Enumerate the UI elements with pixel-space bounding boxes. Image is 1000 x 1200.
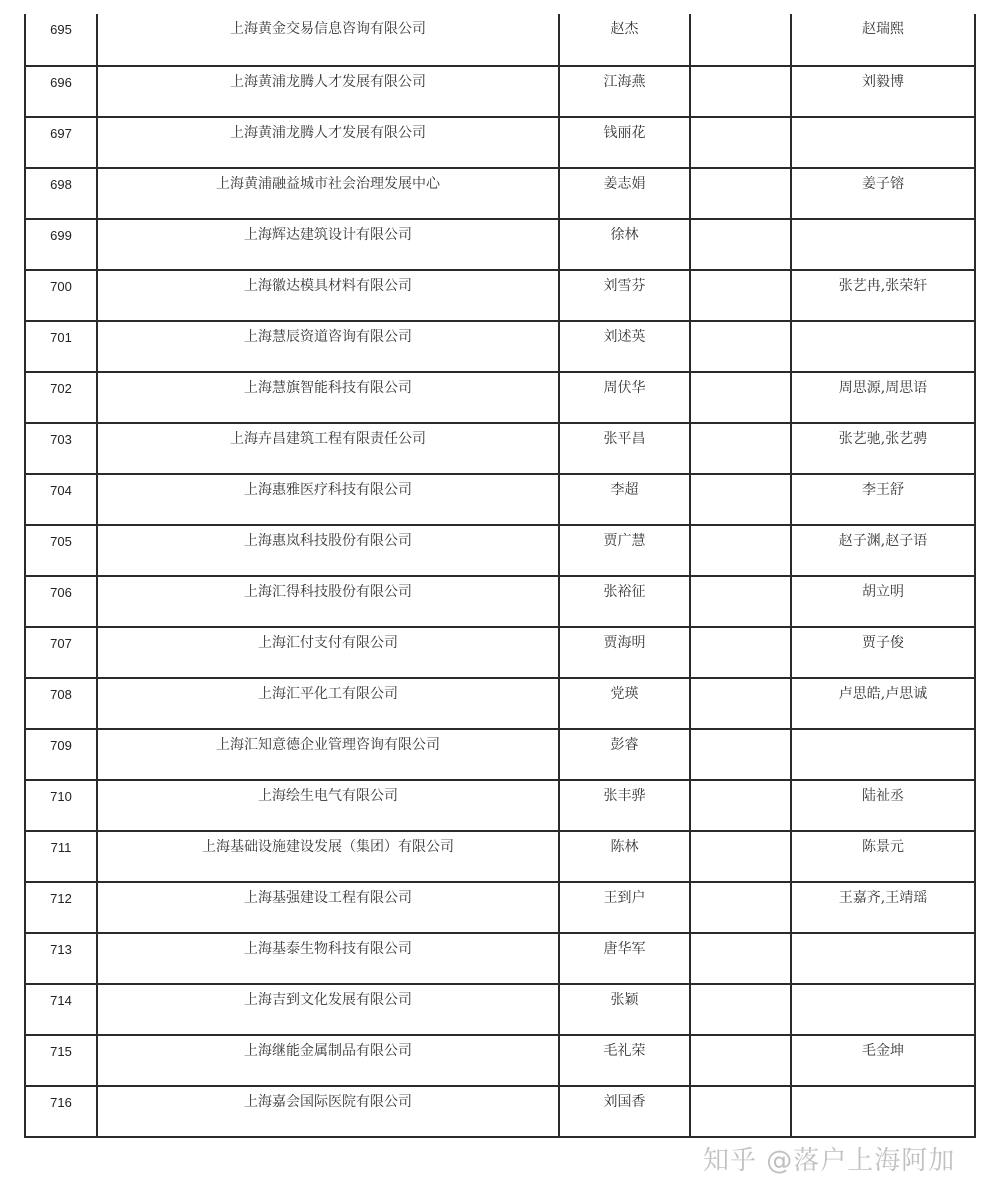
family-members-cell-text <box>792 985 974 993</box>
family-members-cell-text: 李王舒 <box>862 482 904 498</box>
blank-cell-text <box>691 526 790 534</box>
company-cell <box>97 525 559 576</box>
company-cell <box>97 168 559 219</box>
family-members-cell-text: 张艺冉,张荣轩 <box>838 278 928 294</box>
person-name-cell-text: 江海燕 <box>603 74 646 90</box>
person-name-cell <box>559 219 690 270</box>
company-cell-text: 上海汇平化工有限公司 <box>258 686 398 702</box>
person-name-cell <box>559 372 690 423</box>
table-row <box>25 219 975 270</box>
family-members-cell <box>791 882 975 933</box>
blank-cell <box>690 933 791 984</box>
company-cell <box>97 321 559 372</box>
blank-cell-text <box>691 322 790 330</box>
family-members-cell <box>791 1035 975 1086</box>
table-row <box>25 423 975 474</box>
row-number-cell <box>25 14 97 66</box>
row-number-cell <box>25 372 97 423</box>
person-name-cell-text: 刘雪芬 <box>603 278 646 294</box>
company-cell <box>97 984 559 1035</box>
person-name-cell-text: 张平昌 <box>603 431 646 447</box>
company-cell <box>97 933 559 984</box>
blank-cell <box>690 474 791 525</box>
company-cell <box>97 882 559 933</box>
person-name-cell-text: 周伏华 <box>603 380 646 396</box>
person-name-cell-text: 贾广慧 <box>603 533 646 549</box>
person-name-cell <box>559 66 690 117</box>
family-members-cell-text <box>792 730 974 738</box>
person-name-cell-text: 李超 <box>610 482 639 498</box>
family-members-cell <box>791 780 975 831</box>
table-row <box>25 831 975 882</box>
blank-cell <box>690 1035 791 1086</box>
blank-cell <box>690 14 791 66</box>
row-number-cell-text: 713 <box>50 942 72 957</box>
blank-cell <box>690 984 791 1035</box>
table-row <box>25 678 975 729</box>
family-members-cell-text <box>792 220 974 228</box>
company-cell-text: 上海惠岚科技股份有限公司 <box>244 533 412 549</box>
row-number-cell <box>25 780 97 831</box>
person-name-cell-text: 张丰骅 <box>603 788 646 804</box>
row-number-cell-text: 699 <box>50 228 72 243</box>
company-cell-text: 上海卉昌建筑工程有限责任公司 <box>230 431 426 447</box>
blank-cell <box>690 882 791 933</box>
company-cell-text: 上海吉到文化发展有限公司 <box>244 992 412 1008</box>
person-name-cell <box>559 984 690 1035</box>
person-name-cell-text: 王到户 <box>603 890 646 906</box>
row-number-cell <box>25 423 97 474</box>
company-cell-text: 上海黄金交易信息咨询有限公司 <box>230 21 426 37</box>
blank-cell <box>690 66 791 117</box>
family-members-cell-text <box>792 1087 974 1095</box>
table-row <box>25 933 975 984</box>
company-cell-text: 上海惠雅医疗科技有限公司 <box>244 482 412 498</box>
family-members-cell-text: 张艺驰,张艺骋 <box>838 431 928 447</box>
person-name-cell-text: 唐华军 <box>603 941 646 957</box>
blank-cell-text <box>691 271 790 279</box>
table-row <box>25 576 975 627</box>
person-name-cell <box>559 423 690 474</box>
family-members-cell <box>791 984 975 1035</box>
blank-cell <box>690 576 791 627</box>
family-members-cell <box>791 117 975 168</box>
person-name-cell <box>559 168 690 219</box>
table-row <box>25 117 975 168</box>
row-number-cell-text: 696 <box>50 75 72 90</box>
family-members-cell <box>791 168 975 219</box>
company-cell <box>97 678 559 729</box>
company-cell-text: 上海慧辰资道咨询有限公司 <box>244 329 412 345</box>
person-name-cell <box>559 525 690 576</box>
family-members-cell-text: 赵瑞熙 <box>862 21 904 37</box>
blank-cell <box>690 780 791 831</box>
company-cell-text: 上海慧旗智能科技有限公司 <box>244 380 412 396</box>
table-row <box>25 627 975 678</box>
person-name-cell-text: 刘国香 <box>603 1094 646 1110</box>
company-cell-text: 上海黄浦龙腾人才发展有限公司 <box>230 74 426 90</box>
blank-cell <box>690 168 791 219</box>
roster-table <box>24 14 976 1138</box>
company-cell <box>97 831 559 882</box>
person-name-cell-text: 彭睿 <box>610 737 639 753</box>
family-members-cell <box>791 270 975 321</box>
person-name-cell-text: 赵杰 <box>610 21 639 37</box>
family-members-cell <box>791 678 975 729</box>
person-name-cell-text: 张颖 <box>610 992 639 1008</box>
blank-cell-text <box>691 679 790 687</box>
blank-cell <box>690 321 791 372</box>
row-number-cell <box>25 219 97 270</box>
row-number-cell <box>25 474 97 525</box>
blank-cell-text <box>691 373 790 381</box>
company-cell <box>97 1035 559 1086</box>
row-number-cell <box>25 168 97 219</box>
table-row <box>25 270 975 321</box>
family-members-cell-text: 毛金坤 <box>862 1043 904 1059</box>
row-number-cell-text: 698 <box>50 177 72 192</box>
table-row <box>25 14 975 66</box>
person-name-cell-text: 毛礼荣 <box>603 1043 646 1059</box>
person-name-cell-text: 徐林 <box>610 227 639 243</box>
row-number-cell <box>25 729 97 780</box>
company-cell <box>97 219 559 270</box>
company-cell <box>97 780 559 831</box>
family-members-cell <box>791 525 975 576</box>
company-cell <box>97 66 559 117</box>
table-row <box>25 780 975 831</box>
person-name-cell-text: 刘述英 <box>603 329 646 345</box>
family-members-cell-text: 陆祉丞 <box>862 788 904 804</box>
row-number-cell-text: 707 <box>50 636 72 651</box>
company-cell <box>97 729 559 780</box>
table-row <box>25 168 975 219</box>
company-cell-text: 上海嘉会国际医院有限公司 <box>244 1094 412 1110</box>
family-members-cell-text: 周思源,周思语 <box>838 380 928 396</box>
person-name-cell-text: 姜志娟 <box>603 176 646 192</box>
row-number-cell <box>25 1086 97 1137</box>
table-row <box>25 66 975 117</box>
person-name-cell <box>559 474 690 525</box>
blank-cell-text <box>691 118 790 126</box>
blank-cell-text <box>691 985 790 993</box>
person-name-cell <box>559 678 690 729</box>
blank-cell-text <box>691 934 790 942</box>
row-number-cell-text: 714 <box>50 993 72 1008</box>
row-number-cell-text: 706 <box>50 585 72 600</box>
family-members-cell <box>791 423 975 474</box>
row-number-cell <box>25 1035 97 1086</box>
watermark: 知乎 @落户上海阿加 <box>703 1146 956 1176</box>
row-number-cell <box>25 882 97 933</box>
person-name-cell <box>559 627 690 678</box>
company-cell-text: 上海汇得科技股份有限公司 <box>244 584 412 600</box>
company-cell-text: 上海汇知意德企业管理咨询有限公司 <box>216 737 440 753</box>
row-number-cell-text: 703 <box>50 432 72 447</box>
company-cell-text: 上海辉达建筑设计有限公司 <box>244 227 412 243</box>
table-row <box>25 1035 975 1086</box>
blank-cell-text <box>691 628 790 636</box>
person-name-cell <box>559 1086 690 1137</box>
row-number-cell-text: 705 <box>50 534 72 549</box>
blank-cell <box>690 117 791 168</box>
row-number-cell-text: 704 <box>50 483 72 498</box>
family-members-cell-text: 刘毅博 <box>862 74 904 90</box>
person-name-cell <box>559 780 690 831</box>
family-members-cell <box>791 831 975 882</box>
family-members-cell-text: 陈景元 <box>862 839 904 855</box>
company-cell-text: 上海徽达模具材料有限公司 <box>244 278 412 294</box>
blank-cell-text <box>691 1036 790 1044</box>
person-name-cell <box>559 831 690 882</box>
family-members-cell <box>791 627 975 678</box>
blank-cell-text <box>691 781 790 789</box>
blank-cell <box>690 729 791 780</box>
person-name-cell <box>559 1035 690 1086</box>
company-cell-text: 上海黄浦融益城市社会治理发展中心 <box>216 176 440 192</box>
row-number-cell <box>25 117 97 168</box>
family-members-cell-text: 姜子镕 <box>862 176 904 192</box>
person-name-cell <box>559 729 690 780</box>
person-name-cell <box>559 882 690 933</box>
table-row <box>25 321 975 372</box>
family-members-cell-text: 贾子俊 <box>862 635 904 651</box>
blank-cell-text <box>691 1087 790 1095</box>
row-number-cell-text: 695 <box>50 22 72 37</box>
table-row <box>25 474 975 525</box>
company-cell-text: 上海绘生电气有限公司 <box>258 788 398 804</box>
family-members-cell-text: 胡立明 <box>862 584 904 600</box>
blank-cell-text <box>691 577 790 585</box>
blank-cell <box>690 423 791 474</box>
blank-cell <box>690 831 791 882</box>
company-cell <box>97 474 559 525</box>
blank-cell-text <box>691 220 790 228</box>
row-number-cell <box>25 831 97 882</box>
blank-cell-text <box>691 475 790 483</box>
company-cell <box>97 117 559 168</box>
row-number-cell-text: 715 <box>50 1044 72 1059</box>
family-members-cell-text: 卢思皓,卢思诚 <box>838 686 928 702</box>
person-name-cell-text: 陈林 <box>610 839 639 855</box>
blank-cell-text <box>691 67 790 75</box>
family-members-cell <box>791 321 975 372</box>
company-cell <box>97 1086 559 1137</box>
family-members-cell-text <box>792 118 974 126</box>
company-cell <box>97 372 559 423</box>
company-cell <box>97 576 559 627</box>
family-members-cell-text <box>792 322 974 330</box>
blank-cell-text <box>691 832 790 840</box>
family-members-cell-text: 王嘉齐,王靖瑶 <box>838 890 928 906</box>
family-members-cell <box>791 14 975 66</box>
row-number-cell <box>25 627 97 678</box>
family-members-cell <box>791 372 975 423</box>
blank-cell-text <box>691 883 790 891</box>
person-name-cell-text: 钱丽花 <box>603 125 646 141</box>
company-cell <box>97 14 559 66</box>
row-number-cell <box>25 525 97 576</box>
company-cell-text: 上海基础设施建设发展（集团）有限公司 <box>202 839 454 855</box>
row-number-cell <box>25 984 97 1035</box>
blank-cell <box>690 270 791 321</box>
person-name-cell <box>559 14 690 66</box>
family-members-cell <box>791 576 975 627</box>
table-row <box>25 729 975 780</box>
person-name-cell <box>559 117 690 168</box>
row-number-cell-text: 701 <box>50 330 72 345</box>
family-members-cell <box>791 933 975 984</box>
row-number-cell <box>25 321 97 372</box>
company-cell-text: 上海基泰生物科技有限公司 <box>244 941 412 957</box>
table-row <box>25 372 975 423</box>
blank-cell-text <box>691 169 790 177</box>
company-cell-text: 上海汇付支付有限公司 <box>258 635 398 651</box>
family-members-cell <box>791 474 975 525</box>
row-number-cell-text: 710 <box>50 789 72 804</box>
roster-table-body <box>25 14 975 1137</box>
person-name-cell <box>559 321 690 372</box>
row-number-cell <box>25 66 97 117</box>
blank-cell <box>690 627 791 678</box>
blank-cell <box>690 1086 791 1137</box>
blank-cell <box>690 219 791 270</box>
row-number-cell <box>25 933 97 984</box>
blank-cell <box>690 678 791 729</box>
person-name-cell <box>559 576 690 627</box>
company-cell-text: 上海黄浦龙腾人才发展有限公司 <box>230 125 426 141</box>
person-name-cell-text: 党瑛 <box>610 686 639 702</box>
blank-cell-text <box>691 730 790 738</box>
company-cell <box>97 627 559 678</box>
row-number-cell <box>25 678 97 729</box>
row-number-cell <box>25 270 97 321</box>
row-number-cell-text: 700 <box>50 279 72 294</box>
person-name-cell-text: 贾海明 <box>603 635 646 651</box>
family-members-cell <box>791 729 975 780</box>
person-name-cell <box>559 270 690 321</box>
family-members-cell-text <box>792 934 974 942</box>
family-members-cell-text: 赵子渊,赵子语 <box>838 533 928 549</box>
person-name-cell-text: 张裕征 <box>603 584 646 600</box>
table-row <box>25 984 975 1035</box>
row-number-cell-text: 709 <box>50 738 72 753</box>
row-number-cell-text: 708 <box>50 687 72 702</box>
table-row <box>25 1086 975 1137</box>
blank-cell-text <box>691 14 790 22</box>
blank-cell <box>690 525 791 576</box>
family-members-cell <box>791 219 975 270</box>
company-cell-text: 上海继能金属制品有限公司 <box>244 1043 412 1059</box>
blank-cell-text <box>691 424 790 432</box>
table-row <box>25 882 975 933</box>
row-number-cell-text: 712 <box>50 891 72 906</box>
blank-cell <box>690 372 791 423</box>
person-name-cell <box>559 933 690 984</box>
table-row <box>25 525 975 576</box>
family-members-cell <box>791 1086 975 1137</box>
row-number-cell-text: 711 <box>50 840 72 855</box>
company-cell-text: 上海基强建设工程有限公司 <box>244 890 412 906</box>
row-number-cell-text: 702 <box>50 381 72 396</box>
family-members-cell <box>791 66 975 117</box>
row-number-cell <box>25 576 97 627</box>
row-number-cell-text: 697 <box>50 126 72 141</box>
company-cell <box>97 270 559 321</box>
company-cell <box>97 423 559 474</box>
row-number-cell-text: 716 <box>50 1095 72 1110</box>
